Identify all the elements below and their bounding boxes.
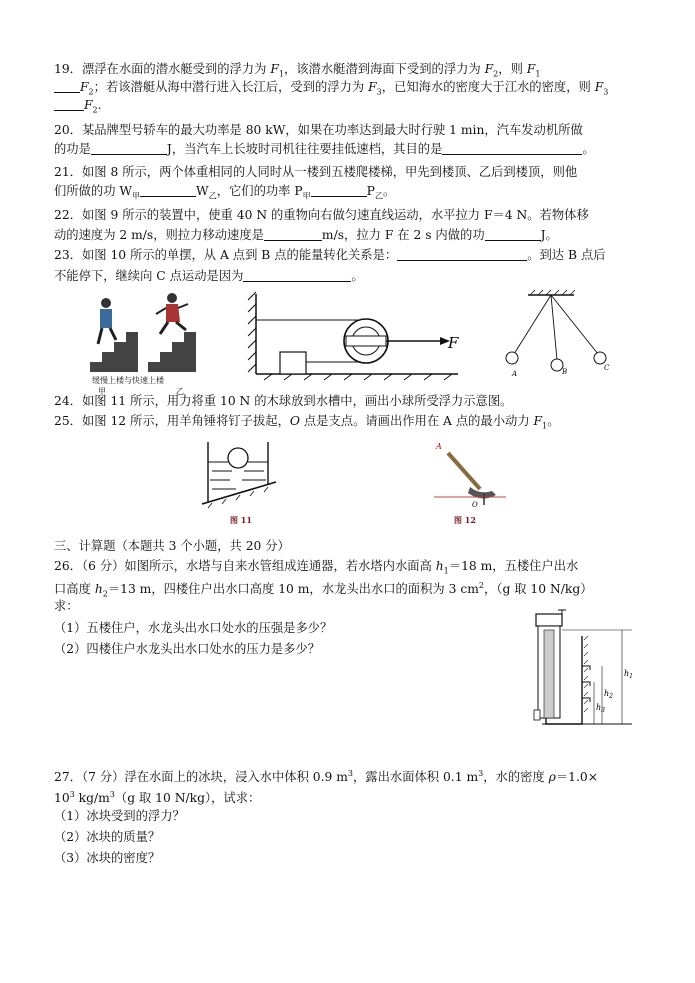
q19-line3: $F_2$. (54, 96, 102, 119)
q23-line1: 23．如图 10 所示的单摆，从 A 点到 B 点的能量转化关系是： 。到达 B 点后 (54, 248, 606, 262)
blank[interactable] (311, 184, 367, 197)
q25-line: 25．如图 12 所示，用羊角锤将钉子拔起，O 点是支点。请画出作用在 A 点的最小动力 $F_1$。 (54, 414, 560, 431)
water-tower-figure (522, 606, 638, 732)
q22-line2: 动的速度为 2 m/s，则拉力移动速度是 m/s，拉力 F 在 2 s 内做的功 J。 (54, 228, 558, 242)
figure-11-caption: 图 11 (230, 515, 252, 525)
q26-line1: 26．（6 分）如图所示，水塔与自来水管组成连通器，若水塔内水面高 $h_1=18$ m，五楼住户出水 (54, 559, 579, 576)
pendulum-a-label: A (512, 370, 518, 378)
q22-line1: 22．如图 9 所示的装置中，使重 40 N 的重物向右做匀速直线运动，水平拉力 F＝4 N。若物体移 (54, 208, 589, 222)
q26-part2: （2）四楼住户水龙头出水口处水的压力是多少？ (54, 642, 321, 656)
hammer-point-a: A (436, 442, 442, 451)
figure-8-label-jia: 甲 (98, 387, 106, 396)
figure-9-force-label: F (448, 334, 459, 352)
blank[interactable] (264, 228, 322, 241)
blank[interactable] (397, 248, 527, 261)
figure-11-water-tank (198, 438, 280, 510)
figure-8-label-yi: 乙 (176, 387, 184, 396)
figure-8-caption: 缓慢上楼与快速上楼 (92, 376, 164, 385)
pendulum-b-label: B (562, 368, 568, 376)
q21-line1: 21．如图 8 所示，两个体重相同的人同时从一楼到五楼爬楼梯，甲先到楼顶、乙后到楼顶，则他 (54, 165, 578, 179)
q27-part3: （3）冰块的密度？ (54, 851, 161, 865)
tower-h2-label: $h_2$ (604, 689, 613, 700)
blank[interactable] (485, 228, 541, 241)
q27-line1: 27．（7 分）浮在水面上的冰块，浸入水中体积 0.9 $m^3$，露出水面体积 0.1 $m^3$，水的密度 ρ＝1.0× (54, 769, 599, 785)
tower-h1-label: $h_1$ (624, 669, 633, 680)
q19-line2: $F_2$；若该潜艇从海中潜行进入长江后，受到的浮力为 $F_3$，已知海水的密度大于江水的密度，则 $F_3$ (54, 78, 608, 101)
blank[interactable] (243, 269, 351, 282)
figure-10-pendulum (500, 290, 620, 382)
blank[interactable] (442, 142, 582, 155)
hammer-point-o: O (472, 501, 478, 509)
figure-12-caption: 图 12 (454, 515, 476, 525)
q27-line2: $10^3$ $kg/m^3(g$ 取 10 N/kg），试求： (54, 790, 261, 806)
tower-h3-label: $h_3$ (596, 703, 605, 714)
pendulum-c-label: C (604, 364, 610, 372)
q26-part1: （1）五楼住户，水龙头出水口处水的压强是多少？ (54, 621, 333, 635)
q19-line1: 19．漂浮在水面的潜水艇受到的浮力为 $F_1$，该潜水艇潜到海面下受到的浮力为 $F_2$，则 $F_1$ (54, 62, 541, 79)
figure-8-stairs (86, 290, 206, 382)
q24-line: 24．如图 11 所示，用力将重 10 N 的木球放到水槽中，画出小球所受浮力示意图。 (54, 394, 513, 408)
q23-line2: 不能停下，继续向 C 点运动是因为 。 (54, 269, 364, 283)
blank[interactable] (54, 98, 84, 111)
section-3-heading: 三、计算题（本题共 3 个小题，共 20 分） (54, 539, 290, 553)
figure-9-pulley (244, 290, 462, 382)
q20-line1: 20．某品牌型号轿车的最大功率是 80 kW，如果在功率达到最大时行驶 1 min，汽车发动机所做 (54, 123, 583, 137)
q26-line2: 口高度 $h_2=13$ m，四楼住户出水口高度 10 m，水龙头出水口的面积为 3 $cm^2$，（g 取 10 N/kg） (54, 581, 593, 599)
q20-line2: 的功是 J，当汽车上长坡时司机往往要挂低速档，其目的是 。 (54, 142, 595, 156)
blank[interactable] (140, 184, 196, 197)
q27-part2: （2）冰块的质量？ (54, 830, 161, 844)
blank[interactable] (91, 142, 167, 155)
q27-part1: （1）冰块受到的浮力？ (54, 809, 185, 823)
q21-line2: 们所做的功 $W_甲$ $W_乙$，它们的功率 $P_甲$ $P_乙$。 (54, 184, 396, 201)
q26-line3: 求： (54, 599, 79, 613)
figure-12-hammer (430, 435, 510, 515)
blank[interactable] (54, 80, 80, 93)
